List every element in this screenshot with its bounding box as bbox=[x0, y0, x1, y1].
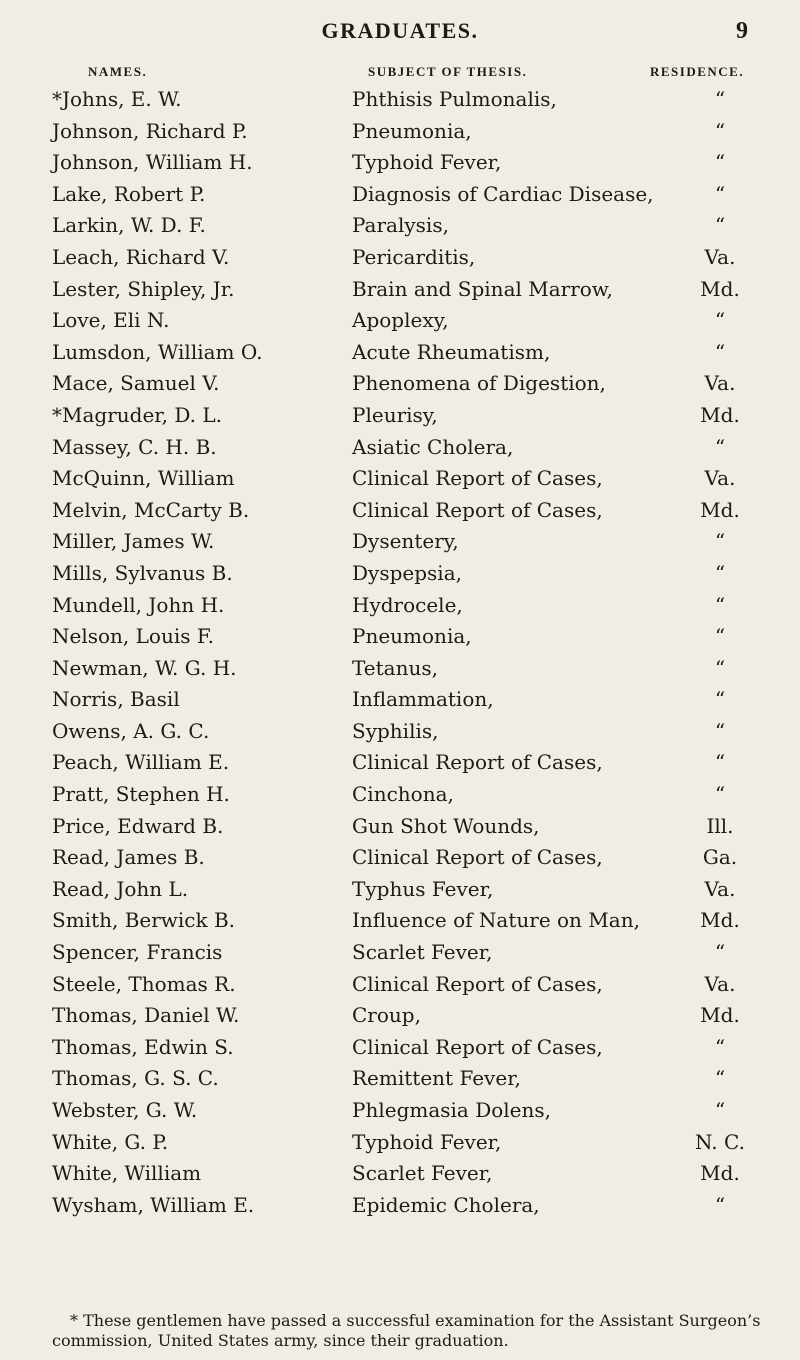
graduate-name: Larkin, W. D. F. bbox=[52, 213, 206, 238]
residence: “ bbox=[714, 118, 726, 143]
thesis-subject: Phthisis Pulmonalis, bbox=[352, 87, 557, 111]
list-item bbox=[0, 779, 800, 811]
residence: Va. bbox=[704, 244, 736, 269]
residence: “ bbox=[714, 150, 726, 175]
thesis-subject: Scarlet Fever, bbox=[352, 940, 493, 965]
graduate-name: Mills, Sylvanus B. bbox=[52, 560, 233, 585]
thesis-subject: Gun Shot Wounds, bbox=[352, 813, 540, 838]
thesis-subject: Inflammation, bbox=[352, 687, 494, 712]
graduate-name: Miller, James W. bbox=[52, 529, 215, 554]
residence: Va. bbox=[704, 371, 736, 396]
graduate-name: Lake, Robert P. bbox=[52, 181, 206, 206]
graduate-name: Norris, Basil bbox=[52, 687, 180, 712]
residence: “ bbox=[714, 782, 726, 807]
thesis-subject: Apoplexy, bbox=[352, 308, 449, 333]
residence: “ bbox=[714, 87, 726, 111]
list-item bbox=[0, 747, 800, 779]
list-item bbox=[0, 716, 800, 748]
list-item bbox=[0, 811, 800, 843]
residence: Md. bbox=[700, 276, 740, 301]
residence-column-header: RESIDENCE. bbox=[650, 64, 745, 79]
thesis-subject: Pneumonia, bbox=[352, 118, 472, 143]
residence: “ bbox=[714, 308, 726, 333]
list-item bbox=[0, 147, 800, 179]
list-item bbox=[0, 116, 800, 148]
residence: “ bbox=[714, 1192, 726, 1217]
thesis-subject: Clinical Report of Cases, bbox=[352, 971, 603, 996]
thesis-subject: Scarlet Fever, bbox=[352, 1161, 493, 1186]
list-item bbox=[0, 526, 800, 558]
thesis-subject: Remittent Fever, bbox=[352, 1066, 521, 1091]
thesis-subject: Clinical Report of Cases, bbox=[352, 845, 603, 870]
list-item bbox=[0, 1095, 800, 1127]
thesis-subject: Phenomena of Digestion, bbox=[352, 371, 606, 396]
graduate-name: Newman, W. G. H. bbox=[52, 655, 237, 680]
residence: Va. bbox=[704, 971, 736, 996]
list-item bbox=[0, 400, 800, 432]
residence: “ bbox=[714, 655, 726, 680]
list-item bbox=[0, 969, 800, 1001]
graduate-name: Wysham, William E. bbox=[52, 1192, 255, 1217]
list-item bbox=[0, 432, 800, 464]
graduate-name: Mace, Samuel V. bbox=[52, 371, 220, 396]
list-item bbox=[0, 621, 800, 653]
list-item bbox=[0, 558, 800, 590]
list-item bbox=[0, 842, 800, 874]
list-item bbox=[0, 590, 800, 622]
residence: “ bbox=[714, 687, 726, 712]
thesis-subject: Hydrocele, bbox=[352, 592, 463, 617]
thesis-subject: Typhoid Fever, bbox=[352, 1129, 502, 1154]
thesis-subject: Influence of Nature on Man, bbox=[352, 908, 640, 933]
graduate-name: Spencer, Francis bbox=[52, 940, 223, 965]
thesis-subject: Dyspepsia, bbox=[352, 560, 462, 585]
residence: Va. bbox=[704, 466, 736, 491]
thesis-subject: Diagnosis of Cardiac Disease, bbox=[352, 181, 654, 206]
residence: Md. bbox=[700, 1161, 740, 1186]
subject-column-header: SUBJECT OF THESIS. bbox=[368, 64, 528, 79]
residence: Md. bbox=[700, 1003, 740, 1028]
residence: “ bbox=[714, 181, 726, 206]
graduate-name: Love, Eli N. bbox=[52, 308, 170, 333]
graduate-name: McQuinn, William bbox=[52, 466, 235, 491]
graduate-name: Price, Edward B. bbox=[52, 813, 224, 838]
graduate-name: Thomas, G. S. C. bbox=[52, 1066, 219, 1091]
list-item bbox=[0, 653, 800, 685]
graduate-name: Smith, Berwick B. bbox=[52, 908, 236, 933]
thesis-subject: Clinical Report of Cases, bbox=[352, 1034, 603, 1059]
list-item bbox=[0, 1158, 800, 1190]
graduate-name: Peach, William E. bbox=[52, 750, 230, 775]
thesis-subject: Brain and Spinal Marrow, bbox=[352, 276, 613, 301]
residence: “ bbox=[714, 560, 726, 585]
list-item bbox=[0, 210, 800, 242]
list-item bbox=[0, 305, 800, 337]
thesis-subject: Cinchona, bbox=[352, 782, 454, 807]
graduate-name: White, G. P. bbox=[52, 1129, 169, 1154]
graduate-name: Johnson, Richard P. bbox=[52, 118, 248, 143]
thesis-subject: Clinical Report of Cases, bbox=[352, 497, 603, 522]
residence: “ bbox=[714, 718, 726, 743]
running-title: GRADUATES. bbox=[321, 18, 479, 43]
residence: Md. bbox=[700, 908, 740, 933]
residence: “ bbox=[714, 529, 726, 554]
list-item bbox=[0, 274, 800, 306]
graduate-name: Pratt, Stephen H. bbox=[52, 782, 230, 807]
residence: “ bbox=[714, 1098, 726, 1122]
list-item bbox=[0, 84, 800, 116]
thesis-subject: Acute Rheumatism, bbox=[352, 339, 551, 364]
graduate-name: Mundell, John H. bbox=[52, 592, 225, 617]
residence: “ bbox=[714, 940, 726, 965]
residence: N. C. bbox=[695, 1129, 745, 1154]
residence: Ill. bbox=[706, 813, 734, 838]
thesis-subject: Typhoid Fever, bbox=[352, 150, 502, 175]
thesis-subject: Phlegmasia Dolens, bbox=[352, 1098, 552, 1122]
thesis-subject: Epidemic Cholera, bbox=[352, 1192, 540, 1217]
thesis-subject: Tetanus, bbox=[352, 655, 438, 680]
list-item bbox=[0, 874, 800, 906]
graduate-name: Nelson, Louis F. bbox=[52, 624, 214, 649]
thesis-subject: Pneumonia, bbox=[352, 624, 472, 649]
residence: “ bbox=[714, 624, 726, 649]
thesis-subject: Pleurisy, bbox=[352, 402, 438, 427]
thesis-subject: Pericarditis, bbox=[352, 244, 476, 269]
list-item bbox=[0, 1127, 800, 1159]
residence: “ bbox=[714, 434, 726, 459]
page-header bbox=[0, 18, 800, 52]
graduate-name: Read, John L. bbox=[52, 876, 189, 901]
graduate-name: Lumsdon, William O. bbox=[52, 339, 263, 364]
residence: “ bbox=[714, 1034, 726, 1059]
page-number: 9 bbox=[736, 18, 748, 44]
list-item bbox=[0, 937, 800, 969]
residence: “ bbox=[714, 1066, 726, 1091]
names-column-header: NAMES. bbox=[88, 64, 148, 79]
graduate-name: Thomas, Edwin S. bbox=[52, 1034, 234, 1059]
list-item bbox=[0, 684, 800, 716]
residence: Md. bbox=[700, 497, 740, 522]
thesis-subject: Typhus Fever, bbox=[352, 876, 494, 901]
list-item bbox=[0, 905, 800, 937]
graduate-name: Steele, Thomas R. bbox=[52, 971, 236, 996]
footnote: * These gentlemen have passed a successful examination for the Assistant Surgeon’s commission, United States army, since their graduation. bbox=[52, 1311, 761, 1350]
graduate-name: Johnson, William H. bbox=[52, 150, 253, 175]
graduate-name: *Magruder, D. L. bbox=[52, 402, 223, 427]
graduate-name: Leach, Richard V. bbox=[52, 244, 230, 269]
residence: “ bbox=[714, 592, 726, 617]
residence: “ bbox=[714, 213, 726, 238]
residence: Md. bbox=[700, 402, 740, 427]
column-headers bbox=[0, 64, 800, 84]
residence: Ga. bbox=[702, 845, 738, 870]
list-item bbox=[0, 179, 800, 211]
graduates-list bbox=[0, 84, 800, 1221]
thesis-subject: Clinical Report of Cases, bbox=[352, 750, 603, 775]
graduate-name: Read, James B. bbox=[52, 845, 205, 870]
graduate-name: Webster, G. W. bbox=[52, 1098, 198, 1122]
list-item bbox=[0, 1190, 800, 1222]
residence: “ bbox=[714, 750, 726, 775]
graduate-name: Melvin, McCarty B. bbox=[52, 497, 250, 522]
graduate-name: Massey, C. H. B. bbox=[52, 434, 217, 459]
thesis-subject: Clinical Report of Cases, bbox=[352, 466, 603, 491]
thesis-subject: Dysentery, bbox=[352, 529, 459, 554]
graduate-name: Owens, A. G. C. bbox=[52, 718, 210, 743]
thesis-subject: Paralysis, bbox=[352, 213, 449, 238]
list-item bbox=[0, 337, 800, 369]
list-item bbox=[0, 1032, 800, 1064]
list-item bbox=[0, 495, 800, 527]
residence: Va. bbox=[704, 876, 736, 901]
list-item bbox=[0, 1000, 800, 1032]
graduate-name: White, William bbox=[52, 1161, 202, 1186]
residence: “ bbox=[714, 339, 726, 364]
graduate-name: Thomas, Daniel W. bbox=[52, 1003, 240, 1028]
thesis-subject: Asiatic Cholera, bbox=[352, 434, 514, 459]
graduate-name: Lester, Shipley, Jr. bbox=[52, 276, 235, 301]
thesis-subject: Croup, bbox=[352, 1003, 421, 1028]
list-item bbox=[0, 242, 800, 274]
graduate-name: *Johns, E. W. bbox=[52, 87, 182, 111]
list-item bbox=[0, 1063, 800, 1095]
list-item bbox=[0, 368, 800, 400]
thesis-subject: Syphilis, bbox=[352, 718, 439, 743]
list-item bbox=[0, 463, 800, 495]
